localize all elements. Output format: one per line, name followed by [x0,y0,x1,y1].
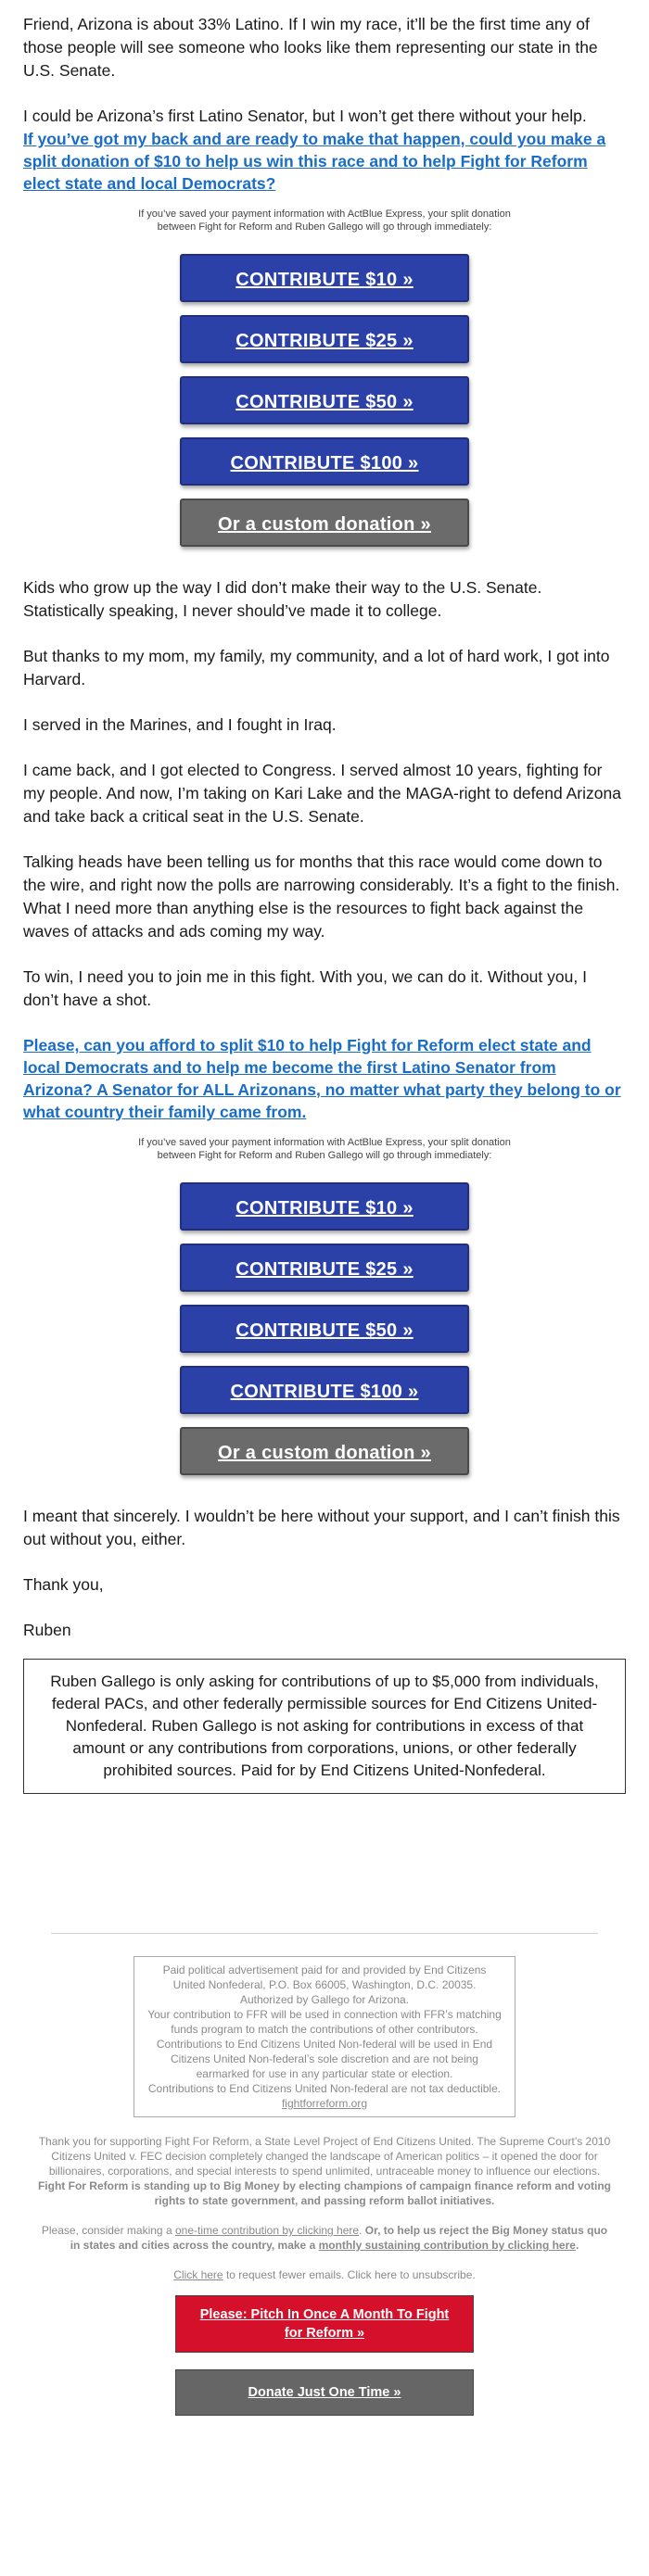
about-fight-for-reform [37,2134,612,2208]
intro-paragraph-2: I could be Arizona’s first Latino Senator, but I won’t get there without your help. [23,107,587,125]
consider-pre-text: Please, consider making a [41,2224,172,2237]
contribute-25-button[interactable]: CONTRIBUTE $25 » [180,315,469,363]
paid-for-line: Paid political advertisement paid for and provided by End Citizens United Nonfederal, P.O. Box 66005, Washington, D.C. 20035. Authorized by Gallego for Arizona. [162,1964,487,2006]
monthly-contribution-link-label: monthly sustaining contribution by clicking here [318,2239,576,2252]
paid-for-box [134,1956,515,2117]
story-paragraph-4: I came back, and I got elected to Congress. I served almost 10 years, fighting for my people. And now, I’m taking on Kari Lake and the MAGA-right to defend Arizona and take back a critical seat in the U.S. Senate. [23,761,621,826]
fewer-emails-link[interactable]: Click here [173,2268,223,2281]
custom-donation-button[interactable]: Or a custom donation » [180,499,469,547]
ecu-use-note: Contributions to End Citizens United Non-federal will be used in End Citizens United Non-federal’s sole discretion and are not being earmarked for use in any particular state or election. [156,2038,493,2080]
story-paragraph-6: To win, I need you to join me in this fight. With you, we can do it. Without you, I don’t have a shot. [23,967,587,1009]
contribution-disclaimer: Ruben Gallego is only asking for contributions of up to $5,000 from individuals, federal PACs, and other federally permissible sources for End Citizens United-Nonfederal. Ruben Gallego is not asking for contributions in excess of that amount or any contributions from corporations, unions, or other federally prohibited sources. Paid for by End Citizens United-Nonfederal. [23,1659,626,1794]
contribute-50-button[interactable]: CONTRIBUTE $50 » [180,376,469,424]
email-preferences-text [37,2267,612,2282]
contribute-50-button[interactable]: CONTRIBUTE $50 » [180,1305,469,1353]
intro-section [0,0,649,195]
closing-paragraph: I meant that sincerely. I wouldn’t be here without your support, and I can’t finish this out without you, either. [23,1507,620,1548]
custom-donation-button[interactable]: Or a custom donation » [180,1427,469,1475]
story-paragraph-1: Kids who grow up the way I did don’t make their way to the U.S. Senate. Statistically speaking, I never should’ve made it to college. [23,578,542,620]
monthly-pitch-in-button[interactable]: Please: Pitch In Once A Month To Fight for Reform » [175,2295,474,2353]
ask-link-1[interactable]: If you’ve got my back and are ready to make that happen, could you make a split donation of $10 to help us win this race and to help Fight for Reform elect state and local Democrats? [23,130,606,193]
contribute-100-button[interactable]: CONTRIBUTE $100 » [180,1366,469,1414]
one-time-contribution-link[interactable]: one-time contribution by clicking here [174,2224,360,2237]
intro-paragraph-1: Friend, Arizona is about 33% Latino. If I win my race, it’ll be the first time any of those people will see someone who looks like them representing our state in the U.S. Senate. [23,15,598,80]
story-paragraph-5: Talking heads have been telling us for months that this race would come down to the wire, and right now the polls are narrowing considerably. It’s a fight to the finish. What I need more than anything else is the resources to fight back against the waves of attacks and ads coming my way. [23,852,620,941]
actblue-express-note-1: If you’ve saved your payment information with ActBlue Express, your split donation between Fight for Reform and Ruben Gallego will go through immediately: [138,208,511,233]
donate-one-time-button[interactable]: Donate Just One Time » [175,2369,474,2416]
tax-deductible-note: Contributions to End Citizens United Non-federal are not tax deductible. [147,2082,502,2095]
about-plain-text: Thank you for supporting Fight For Reform, a State Level Project of End Citizens United. The Supreme Court’s 2010 Citizens United v. FEC decision completely changed the landscape of American politics – it opened the door for billionaires, corporations, and special interests to spend unlimited, untraceable money to influence our elections. [38,2135,611,2178]
thank-you-line: Thank you, [23,1575,104,1594]
email-preferences-rest: to request fewer emails. Click here to unsubscribe. [225,2268,476,2281]
story-paragraph-2: But thanks to my mom, my family, my community, and a lot of hard work, I got into Harvard. [23,647,610,688]
story-paragraph-3: I served in the Marines, and I fought in Iraq. [23,715,337,734]
actblue-express-note-2: If you’ve saved your payment information with ActBlue Express, your split donation between Fight for Reform and Ruben Gallego will go through immediately: [138,1137,511,1161]
closing-section [0,1505,649,1642]
donation-buttons-2 [180,1182,469,1475]
fightforreform-link[interactable]: fightforreform.org [281,2097,368,2110]
contribution-options-text: Please, consider making a one-time contribution by clicking here. Or, to help us reject the Big Money status quo in states and cities across the country, make a monthly sustaining contribution by clicking here. [41,2224,608,2252]
contribute-10-button[interactable]: CONTRIBUTE $10 » [180,1182,469,1231]
contribute-100-button[interactable]: CONTRIBUTE $100 » [180,437,469,486]
about-bold-text: Fight For Reform is standing up to Big Money by electing champions of campaign finance reform and voting rights to state government, and passing reform ballot initiatives. [37,2179,612,2207]
monthly-contribution-link[interactable] [319,2239,576,2252]
ask-link-2[interactable]: Please, can you afford to split $10 to help Fight for Reform elect state and local Democrats and to help me become the first Latino Senator from Arizona? A Senator for ALL Arizonans, no matter what party they belong to or what country their family came from. [23,1036,621,1121]
consider-mid-text: Or, to help us reject the Big Money status quo in states and cities across the country, make a [70,2224,608,2252]
contribute-25-button[interactable]: CONTRIBUTE $25 » [180,1244,469,1292]
story-section [0,576,649,1123]
contribute-10-button[interactable]: CONTRIBUTE $10 » [180,254,469,302]
ffr-matching-note: Your contribution to FFR will be used in connection with FFR’s matching funds program to match the contributions of other contributors. [147,2008,502,2036]
donation-buttons-1 [180,254,469,547]
signature-name: Ruben [23,1621,71,1639]
